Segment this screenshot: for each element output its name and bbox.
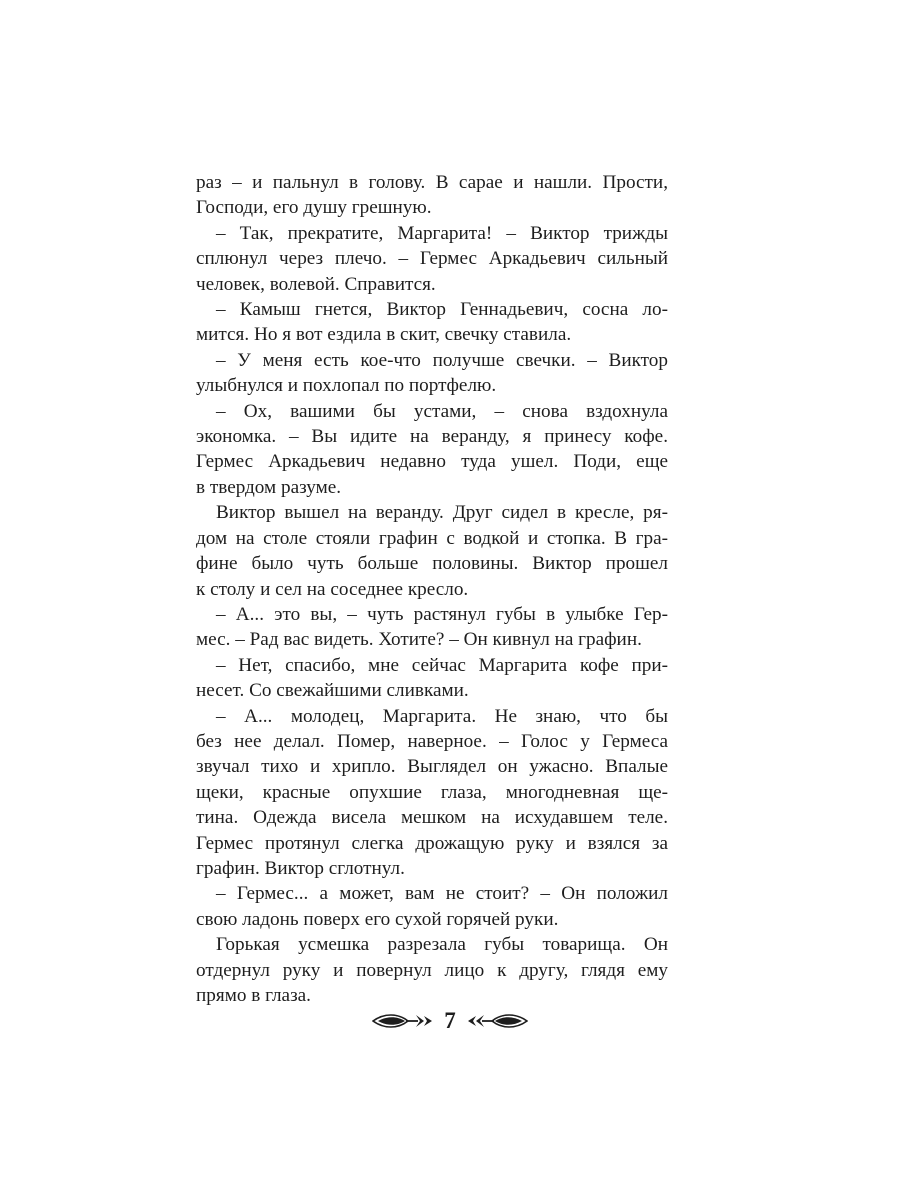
text-line: свою ладонь поверх его сухой горячей руки. <box>196 908 559 930</box>
text-line: – Нет, спасибо, мне сейчас Маргарита кофе при- <box>216 654 668 676</box>
paragraph <box>196 653 668 704</box>
text-line: улыбнулся и похлопал по портфелю. <box>196 375 497 397</box>
text-line: – Камыш гнется, Виктор Геннадьевич, сосна ло- <box>216 299 668 321</box>
text-line: Гермес Аркадьевич недавно туда ушел. Поди, еще <box>196 451 668 473</box>
text-line: Господи, его душу грешную. <box>196 197 432 219</box>
ornament-right-icon <box>466 1012 528 1030</box>
ornament-left-icon <box>372 1012 434 1030</box>
text-line: щеки, красные опухшие глаза, многодневная ще- <box>196 781 668 803</box>
text-line: – А... это вы, – чуть растянул губы в улыбке Гер- <box>216 603 668 625</box>
text-line: экономка. – Вы идите на веранду, я принесу кофе. <box>196 426 668 448</box>
text-line: прямо в глаза. <box>196 985 311 1006</box>
text-line: Гермес протянул слегка дрожащую руку и взялся за <box>196 832 668 854</box>
paragraph <box>196 602 668 653</box>
text-line: – А... молодец, Маргарита. Не знаю, что бы <box>216 705 668 727</box>
text-line: несет. Со свежайшими сливками. <box>196 680 469 702</box>
main-text <box>196 170 668 1008</box>
paragraph <box>196 399 668 501</box>
text-line: фине было чуть больше половины. Виктор прошел <box>196 553 668 575</box>
paragraph <box>196 297 668 348</box>
page-number: 7 <box>444 1008 456 1033</box>
paragraph <box>196 500 668 602</box>
text-line: – Так, прекратите, Маргарита! – Виктор трижды <box>216 222 668 244</box>
text-line: без нее делал. Помер, наверное. – Голос у Гермеса <box>196 730 668 752</box>
page-footer <box>0 1004 900 1038</box>
text-line: Виктор вышел на веранду. Друг сидел в кресле, ря- <box>216 502 668 524</box>
text-line: отдернул руку и повернул лицо к другу, глядя ему <box>196 959 668 981</box>
text-line: раз – и пальнул в голову. В сарае и нашли. Прости, <box>196 172 668 193</box>
text-line: человек, волевой. Справится. <box>196 273 436 295</box>
paragraph <box>196 881 668 932</box>
text-line: тина. Одежда висела мешком на исхудавшем теле. <box>196 807 668 829</box>
paragraph <box>196 704 668 882</box>
text-line: – У меня есть кое-что получше свечки. – Виктор <box>216 349 668 371</box>
text-line: – Ох, вашими бы устами, – снова вздохнула <box>216 400 668 422</box>
text-line: дом на столе стояли графин с водкой и стопка. В гра- <box>196 527 668 549</box>
text-line: графин. Виктор сглотнул. <box>196 857 405 879</box>
paragraph <box>196 170 668 221</box>
text-line: мится. Но я вот ездила в скит, свечку ставила. <box>196 324 572 346</box>
text-line: в твердом разуме. <box>196 476 342 498</box>
text-line: мес. – Рад вас видеть. Хотите? – Он кивнул на графин. <box>196 629 642 651</box>
text-line: сплюнул через плечо. – Гермес Аркадьевич сильный <box>196 248 668 270</box>
text-line: Горькая усмешка разрезала губы товарища. Он <box>216 934 668 956</box>
text-line: звучал тихо и хрипло. Выглядел он ужасно. Впалые <box>196 756 668 778</box>
text-line: – Гермес... а может, вам не стоит? – Он положил <box>216 883 668 905</box>
text-line: к столу и сел на соседнее кресло. <box>196 578 469 600</box>
paragraph <box>196 932 668 1008</box>
paragraph <box>196 221 668 297</box>
paragraph <box>196 348 668 399</box>
